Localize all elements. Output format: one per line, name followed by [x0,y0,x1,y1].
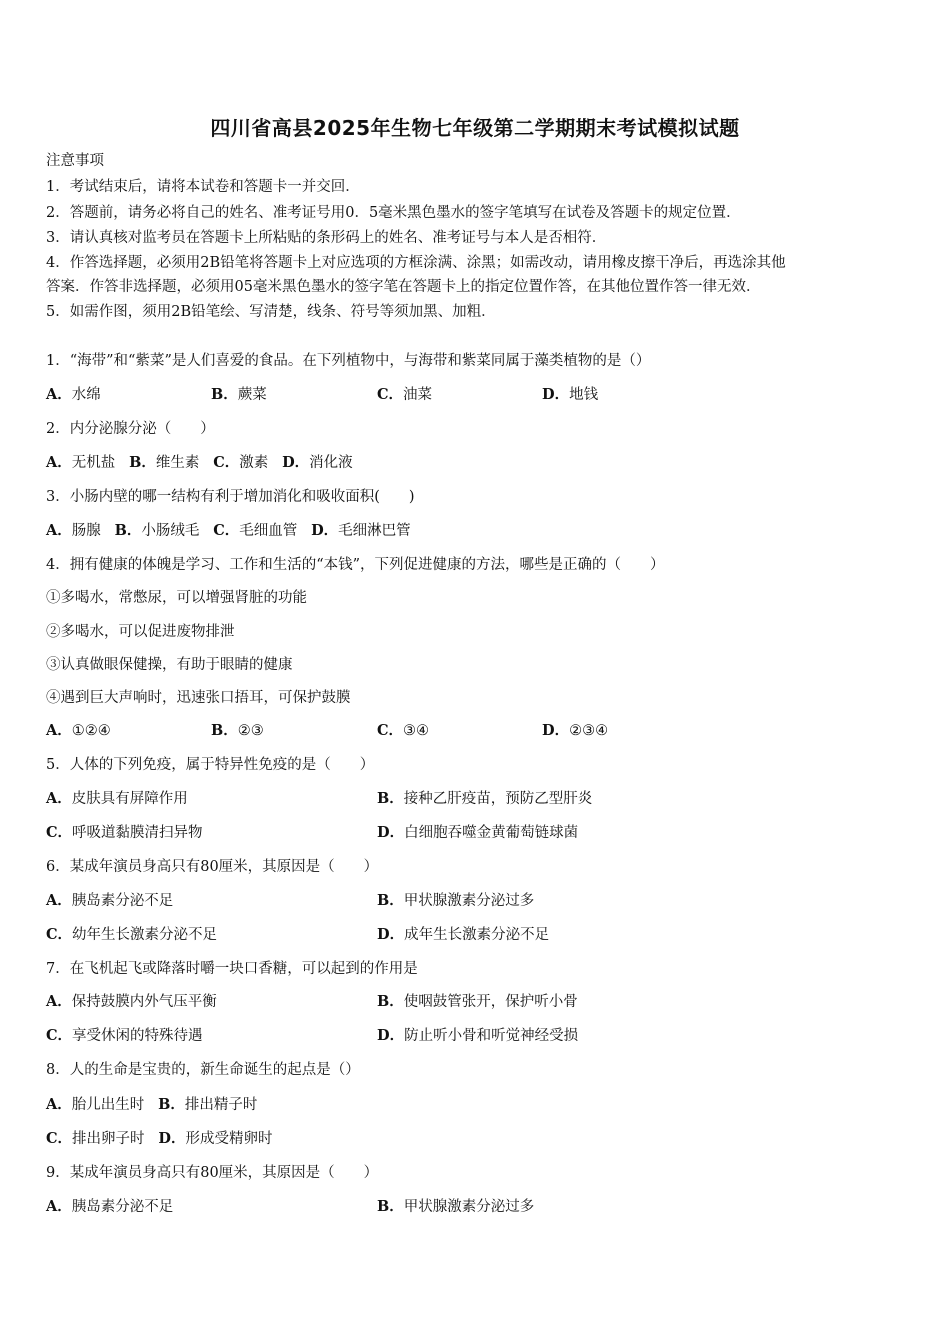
q2-options: A．无机盐 B．维生素 C．激素 D．消化液 [46,454,353,471]
q7-option-b: B．使咽鼓管张开，保护听小骨 [377,993,578,1010]
notice-item: 1．考试结束后，请将本试卷和答题卡一并交回． [46,179,360,195]
notice-item: 5．如需作图，须用2B铅笔绘、写清楚，线条、符号等须加黑、加粗． [46,304,496,320]
question-1-stem: 1．“海带”和“紫菜”是人们喜爱的食品。在下列植物中，与海带和紫菜同属于藻类植物的是（） [46,353,651,369]
question-8-stem: 8．人的生命是宝贵的，新生命诞生的起点是（） [46,1062,360,1078]
q8-options-ab: A．胎儿出生时 B．排出精子时 [46,1096,258,1113]
q1-option-c: C．油菜 [377,386,433,403]
notice-item: 答案．作答非选择题，必须用05毫米黑色墨水的签字笔在答题卡上的指定位置作答，在其他位置作答一律无效． [46,279,761,295]
q5-option-a: A．皮肤具有屏障作用 [46,790,188,807]
notice-item: 3．请认真核对监考员在答题卡上所粘贴的条形码上的姓名、准考证号与本人是否相符． [46,230,607,246]
q7-option-a: A．保持鼓膜内外气压平衡 [46,993,217,1010]
question-3-stem: 3．小肠内壁的哪一结构有利于增加消化和吸收面积( ) [46,489,415,505]
q1-option-d: D．地钱 [542,386,599,403]
question-2-stem: 2．内分泌腺分泌（ ） [46,421,215,437]
q1-option-b: B．蕨菜 [211,386,267,403]
q7-option-c: C．享受休闲的特殊待遇 [46,1027,203,1044]
q9-option-a: A．胰岛素分泌不足 [46,1198,174,1215]
question-7-stem: 7．在飞机起飞或降落时嚼一块口香糖，可以起到的作用是 [46,961,418,977]
question-6-stem: 6．某成年演员身高只有80厘米，其原因是（ ） [46,859,379,875]
q4-statement: ①多喝水，常憋尿，可以增强肾脏的功能 [46,590,307,606]
q1-option-a: A．水绵 [46,386,101,403]
q4-option-c: C．③④ [377,722,430,739]
q4-statement: ③认真做眼保健操，有助于眼睛的健康 [46,657,293,673]
q4-statement: ②多喝水，可以促进废物排泄 [46,624,235,640]
q8-options-cd: C．排出卵子时 D．形成受精卵时 [46,1130,273,1147]
q7-option-d: D．防止听小骨和听觉神经受损 [377,1027,579,1044]
notice-heading: 注意事项 [46,153,104,169]
q9-option-b: B．甲状腺激素分泌过多 [377,1198,535,1215]
notice-item: 2．答题前，请务必将自己的姓名、准考证号用0．5毫米黑色墨水的签字笔填写在试卷及答题卡的规定位置． [46,205,741,221]
question-5-stem: 5．人体的下列免疫，属于特异性免疫的是（ ） [46,757,375,773]
q5-option-d: D．白细胞吞噬金黄葡萄链球菌 [377,824,579,841]
q6-option-a: A．胰岛素分泌不足 [46,892,174,909]
q6-option-c: C．幼年生长激素分泌不足 [46,926,218,943]
page-title: 四川省高县2025年生物七年级第二学期期末考试模拟试题 [210,116,740,140]
q5-option-c: C．呼吸道黏膜清扫异物 [46,824,203,841]
q3-options: A．肠腺 B．小肠绒毛 C．毛细血管 D．毛细淋巴管 [46,522,411,539]
notice-item: 4．作答选择题，必须用2B铅笔将答题卡上对应选项的方框涂满、涂黑；如需改动，请用橡皮擦干净后，再选涂其他 [46,255,786,271]
question-4-stem: 4．拥有健康的体魄是学习、工作和生活的“本钱”，下列促进健康的方法，哪些是正确的（ ） [46,557,665,573]
q6-option-d: D．成年生长激素分泌不足 [377,926,550,943]
q6-option-b: B．甲状腺激素分泌过多 [377,892,535,909]
q5-option-b: B．接种乙肝疫苗，预防乙型肝炎 [377,790,593,807]
q4-option-a: A．①②④ [46,722,111,739]
question-9-stem: 9．某成年演员身高只有80厘米，其原因是（ ） [46,1165,379,1181]
q4-option-d: D．②③④ [542,722,609,739]
q4-statement: ④遇到巨大声响时，迅速张口捂耳，可保护鼓膜 [46,690,351,706]
q4-option-b: B．②③ [211,722,264,739]
